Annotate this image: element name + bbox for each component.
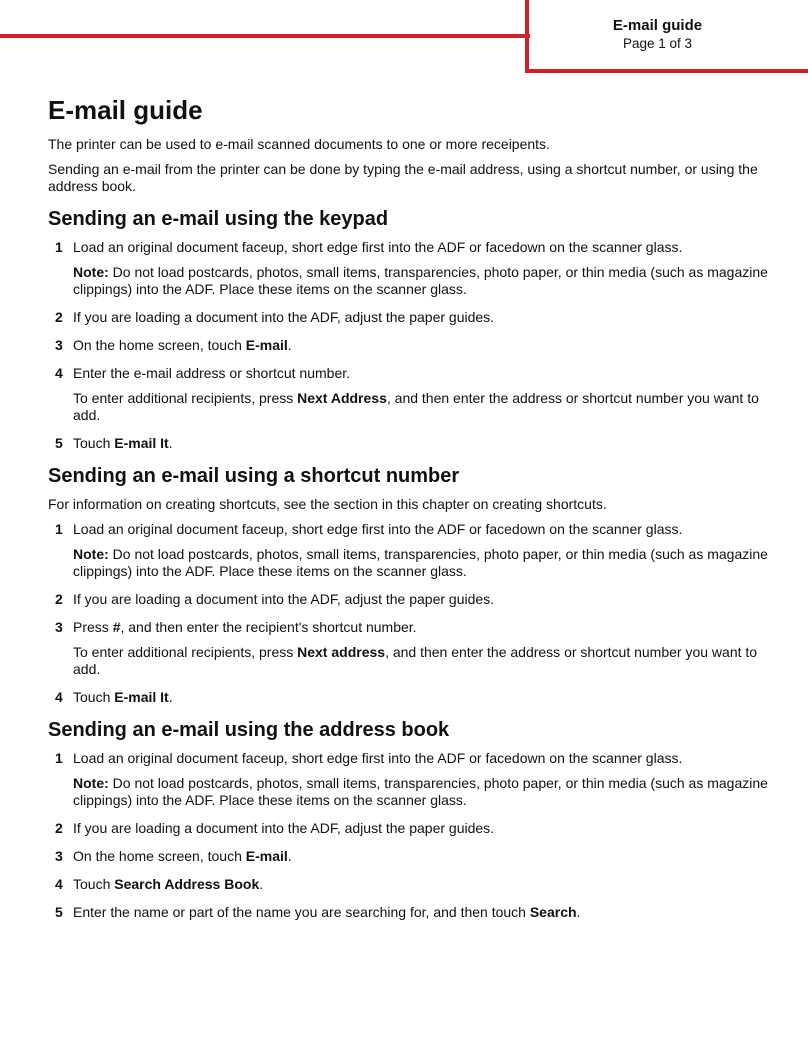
page-title: E-mail guide <box>48 95 203 125</box>
step-text: On the home screen, touch E-mail. <box>73 848 292 864</box>
ui-label: Next address <box>297 644 386 660</box>
step-number: 3 <box>55 848 63 864</box>
intro-paragraph-2: Sending an e-mail from the printer can be done by typing the e-mail address, using a shortcut number, or using the address book. <box>48 161 758 194</box>
step-item <box>48 365 768 424</box>
step-item <box>48 750 768 809</box>
header-tab-bottom <box>525 69 808 73</box>
ui-label: Search <box>529 904 577 920</box>
step-number: 5 <box>55 904 63 920</box>
step-text: Load an original document faceup, short edge first into the ADF or facedown on the scanner glass. <box>73 750 683 766</box>
step-text: Touch E-mail It. <box>73 689 173 705</box>
shortcut-steps <box>48 521 768 706</box>
step-item <box>48 820 768 837</box>
step-item <box>48 337 768 354</box>
step-item <box>48 309 768 326</box>
step-number: 2 <box>55 591 63 607</box>
step-item <box>48 435 768 452</box>
step-item <box>48 689 768 706</box>
step-item <box>48 904 768 921</box>
ui-label: Next Address <box>297 390 387 406</box>
note-label: Note: <box>73 775 109 791</box>
step-text: Touch E-mail It. <box>73 435 173 451</box>
step-text: If you are loading a document into the ADF, adjust the paper guides. <box>73 591 495 607</box>
step-item <box>48 619 768 678</box>
step-number: 1 <box>55 239 63 255</box>
step-text: Enter the name or part of the name you are searching for, and then touch Search. <box>73 904 581 920</box>
step-number: 2 <box>55 309 63 325</box>
note <box>73 775 768 809</box>
step-text: On the home screen, touch E-mail. <box>73 337 292 353</box>
note <box>73 264 768 298</box>
step-number: 1 <box>55 750 63 766</box>
step-subtext: To enter additional recipients, press Next Address, and then enter the address or shortcut number you want to add. <box>73 390 759 423</box>
header-tab-edge <box>525 0 529 72</box>
step-item <box>48 521 768 580</box>
step-number: 3 <box>55 337 63 353</box>
step-number: 2 <box>55 820 63 836</box>
ui-label: Search Address Book <box>114 876 260 892</box>
step-text: Load an original document faceup, short edge first into the ADF or facedown on the scanner glass. <box>73 521 683 537</box>
header-rule <box>0 34 530 38</box>
note-label: Note: <box>73 264 109 280</box>
section-heading-keypad: Sending an e-mail using the keypad <box>48 208 389 230</box>
note <box>73 546 768 580</box>
step-text: Touch Search Address Book. <box>73 876 264 892</box>
step-subtext: To enter additional recipients, press Next address, and then enter the address or shortcut number you want to add. <box>73 644 758 677</box>
step-text: Press #, and then enter the recipient's shortcut number. <box>73 619 417 635</box>
note-text: Do not load postcards, photos, small items, transparencies, photo paper, or thin media (such as magazine clippings) into the ADF. Place these items on the scanner glass. <box>73 775 768 808</box>
step-item <box>48 239 768 298</box>
step-number: 4 <box>55 689 63 705</box>
page-number: Page 1 of 3 <box>622 36 693 51</box>
note-text: Do not load postcards, photos, small items, transparencies, photo paper, or thin media (such as magazine clippings) into the ADF. Place these items on the scanner glass. <box>73 264 768 297</box>
section-heading-address-book: Sending an e-mail using the address book <box>48 719 450 741</box>
step-item <box>48 848 768 865</box>
ui-label: E-mail It <box>114 689 169 705</box>
ui-label: # <box>112 619 121 635</box>
step-text: Enter the e-mail address or shortcut number. <box>73 365 351 381</box>
ui-label: E-mail <box>245 337 288 353</box>
step-number: 1 <box>55 521 63 537</box>
note-text: Do not load postcards, photos, small items, transparencies, photo paper, or thin media (such as magazine clippings) into the ADF. Place these items on the scanner glass. <box>73 546 768 579</box>
section-heading-shortcut: Sending an e-mail using a shortcut number <box>48 465 460 487</box>
address-book-steps <box>48 750 768 921</box>
step-text: If you are loading a document into the ADF, adjust the paper guides. <box>73 309 495 325</box>
step-item <box>48 591 768 608</box>
step-text: Load an original document faceup, short edge first into the ADF or facedown on the scanner glass. <box>73 239 683 255</box>
step-number: 4 <box>55 365 63 381</box>
step-item <box>48 876 768 893</box>
step-text: If you are loading a document into the ADF, adjust the paper guides. <box>73 820 495 836</box>
section-intro: For information on creating shortcuts, see the section in this chapter on creating shortcuts. <box>48 496 607 512</box>
ui-label: E-mail <box>245 848 288 864</box>
keypad-steps <box>48 239 768 452</box>
header-title: E-mail guide <box>612 17 703 34</box>
intro-paragraph-1: The printer can be used to e-mail scanned documents to one or more receipents. <box>48 136 550 152</box>
step-number: 5 <box>55 435 63 451</box>
note-label: Note: <box>73 546 109 562</box>
document-body <box>48 93 768 932</box>
ui-label: E-mail It <box>114 435 169 451</box>
step-number: 4 <box>55 876 63 892</box>
step-number: 3 <box>55 619 63 635</box>
running-header <box>560 17 755 52</box>
